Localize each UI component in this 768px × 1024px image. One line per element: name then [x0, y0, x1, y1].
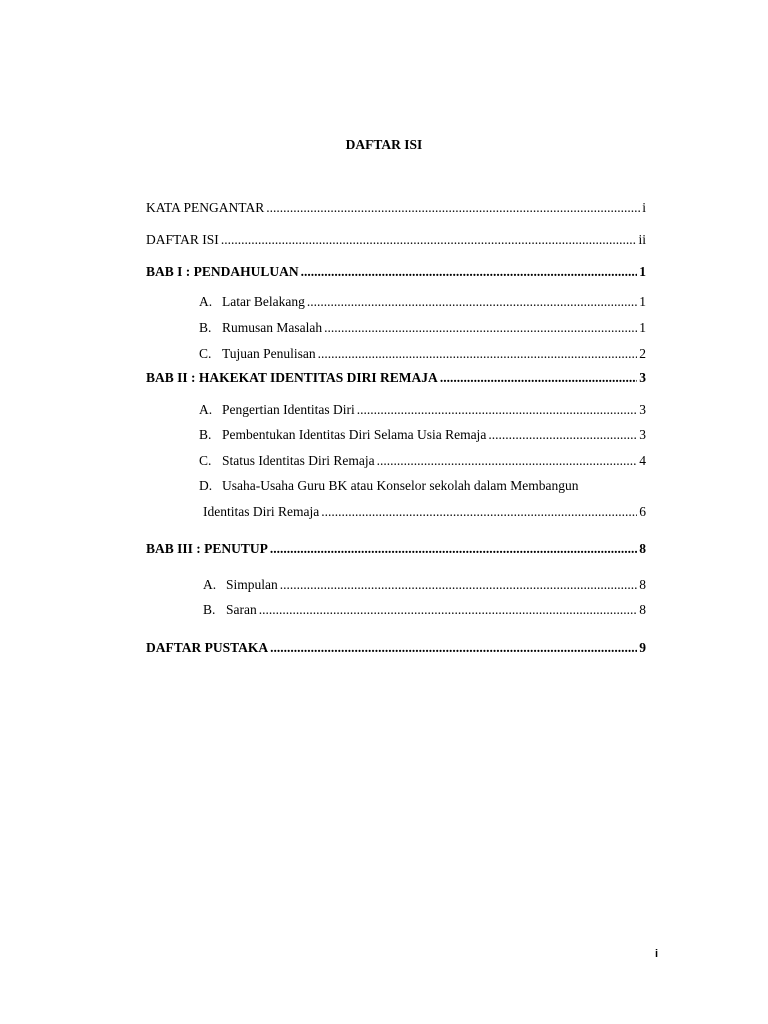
toc-entry-page: 8	[639, 602, 646, 617]
toc-entry-label: Identitas Diri Remaja	[203, 504, 320, 519]
toc-entry-letter: B.	[199, 320, 212, 335]
toc-entry-page: 9	[639, 640, 646, 655]
toc-entry-text: Latar Belakang	[222, 294, 305, 309]
toc-dot-leader	[307, 294, 637, 310]
toc-entry-label: KATA PENGANTAR	[146, 200, 265, 215]
toc-dot-leader	[440, 370, 637, 386]
toc-entry-label: BAB II : HAKEKAT IDENTITAS DIRI REMAJA	[146, 370, 438, 385]
toc-dot-leader	[259, 602, 638, 618]
page-number: i	[654, 948, 658, 960]
toc-entry-letter: B.	[203, 602, 216, 617]
toc-entry-letter: C.	[199, 453, 212, 468]
toc-entry-label	[199, 453, 375, 469]
toc-entry-label	[199, 402, 355, 418]
toc-entry-text: Pembentukan Identitas Diri Selama Usia Remaja	[222, 427, 487, 442]
toc-dot-leader	[357, 402, 638, 418]
toc-entry-letter: A.	[199, 402, 213, 417]
toc-entry-letter: C.	[199, 346, 212, 361]
toc-entry-kata-pengantar[interactable]	[146, 200, 646, 216]
toc-entry-label: DAFTAR ISI	[146, 232, 219, 247]
toc-entry-rumusan-masalah[interactable]	[199, 320, 646, 336]
toc-entry-letter: A.	[203, 577, 217, 592]
toc-entry-page: i	[642, 200, 646, 215]
toc-entry-label	[203, 602, 257, 618]
toc-entry-saran[interactable]	[203, 602, 646, 618]
toc-entry-pengertian-identitas-diri[interactable]	[199, 402, 646, 418]
toc-entry-page: 4	[639, 453, 646, 468]
toc-dot-leader	[270, 541, 637, 557]
toc-entry-daftar-pustaka[interactable]	[146, 640, 646, 656]
toc-dot-leader	[324, 320, 637, 336]
page-title: DAFTAR ISI	[345, 137, 423, 152]
toc-entry-label	[199, 294, 305, 310]
toc-dot-leader	[280, 577, 637, 593]
toc-entry-text: Usaha-Usaha Guru BK atau Konselor sekolah dalam Membangun	[222, 478, 579, 493]
toc-entry-tujuan-penulisan[interactable]	[199, 346, 646, 362]
toc-dot-leader	[318, 346, 638, 362]
toc-entry-bab-3[interactable]	[146, 541, 646, 557]
toc-entry-bab-1[interactable]	[146, 264, 646, 280]
toc-entry-letter: A.	[199, 294, 213, 309]
toc-entry-text: Status Identitas Diri Remaja	[222, 453, 375, 468]
toc-entry-label: DAFTAR PUSTAKA	[146, 640, 269, 655]
toc-dot-leader	[301, 264, 638, 280]
toc-dot-leader	[270, 640, 637, 656]
toc-entry-label	[199, 320, 322, 336]
toc-entry-page: 3	[639, 370, 646, 385]
toc-entry-label: BAB III : PENUTUP	[146, 541, 268, 556]
toc-entry-label	[203, 577, 278, 593]
toc-entry-simpulan[interactable]	[203, 577, 646, 593]
toc-entry-page: 1	[639, 320, 646, 335]
toc-entry-page: 8	[639, 541, 646, 556]
toc-entry-page: 3	[639, 427, 646, 442]
toc-entry-status-identitas-diri[interactable]	[199, 453, 646, 469]
toc-entry-bab-2[interactable]	[146, 370, 646, 386]
toc-dot-leader	[266, 200, 640, 216]
toc-entry-page: ii	[638, 232, 646, 247]
toc-entry-letter: D.	[199, 478, 213, 493]
toc-entry-text: Rumusan Masalah	[222, 320, 323, 335]
toc-entry-daftar-isi[interactable]	[146, 232, 646, 248]
toc-entry-usaha-usaha-guru-line2[interactable]	[203, 504, 646, 520]
toc-entry-text: Tujuan Penulisan	[222, 346, 316, 361]
toc-entry-label: BAB I : PENDAHULUAN	[146, 264, 299, 279]
toc-dot-leader	[488, 427, 637, 443]
toc-dot-leader	[221, 232, 637, 248]
toc-entry-letter: B.	[199, 427, 212, 442]
toc-entry-page: 3	[639, 402, 646, 417]
toc-entry-text: Simpulan	[226, 577, 278, 592]
toc-entry-page: 6	[639, 504, 646, 519]
toc-entry-latar-belakang[interactable]	[199, 294, 646, 310]
toc-entry-label	[199, 427, 486, 443]
toc-entry-text: Pengertian Identitas Diri	[222, 402, 355, 417]
toc-entry-label	[199, 346, 316, 362]
toc-dot-leader	[377, 453, 638, 469]
toc-entry-page: 1	[639, 264, 646, 279]
toc-entry-pembentukan-identitas-diri[interactable]	[199, 427, 646, 443]
toc-entry-page: 8	[639, 577, 646, 592]
toc-entry-page: 2	[639, 346, 646, 361]
toc-entry-page: 1	[639, 294, 646, 309]
toc-dot-leader	[321, 504, 637, 520]
toc-entry-text: Saran	[226, 602, 257, 617]
toc-entry-usaha-usaha-guru-line1[interactable]	[199, 478, 579, 494]
